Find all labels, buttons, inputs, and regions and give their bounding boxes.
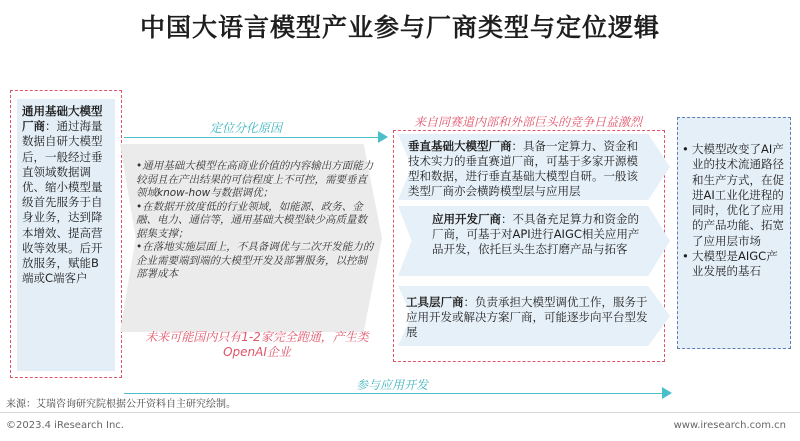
copyright: ©2023.4 iResearch Inc. <box>6 420 124 431</box>
positioning-arrow-head-icon <box>378 131 388 143</box>
reasons-text <box>136 160 374 282</box>
participate-arrow-line <box>124 393 664 394</box>
page-title: 中国大语言模型产业参与厂商类型与定位逻辑 <box>139 13 660 42</box>
general-model-vendor-box <box>10 90 122 378</box>
vendor-name: 应用开发厂商 <box>432 212 501 226</box>
competition-label: 来自同赛道内部和外部巨头的竞争日益激烈 <box>414 115 643 129</box>
foundation-summary-text <box>682 142 786 280</box>
reason-item: •通用基础大模型在高商业价值的内容输出方面能力较弱且在产出结果的可信程度上不可控，需要垂直领域know-how与数据调优； <box>136 160 374 199</box>
positioning-arrow-line <box>124 137 380 138</box>
participate-app-dev-label: 参与应用开发 <box>356 378 429 392</box>
general-model-vendor-body: ：通过海量数据自研大模型后，一般经过垂直领域数据调优、缩小模型量级首先服务于自身业务，达到降本增效、提高营收等效果。后开放服务，赋能B端或C端客户 <box>22 119 103 286</box>
bullet-icon: • <box>682 249 689 264</box>
website-url: www.iresearch.com.cn <box>673 420 786 431</box>
footer-divider <box>0 412 800 413</box>
summary-item-text: 大模型是AIGC产业发展的基石 <box>692 249 778 279</box>
vendor-name: 垂直基础大模型厂商 <box>408 139 512 153</box>
foundation-summary-box <box>677 117 791 349</box>
general-model-vendor-text <box>22 104 110 286</box>
general-model-vendor-heading: 通用基础大模型厂商 <box>22 104 103 134</box>
tool-layer-vendor-text <box>406 295 654 340</box>
general-model-vendor-panel <box>17 99 115 371</box>
summary-item <box>682 249 786 280</box>
app-developer-vendor-text <box>432 212 650 257</box>
future-label: 未来可能国内只有1-2家完全跑通，产生类OpenAI企业 <box>145 330 369 359</box>
summary-item <box>682 142 786 249</box>
vendor-desc: ：具备一定算力、资金和技术实力的垂直赛道厂商，可基于多家开源模型和数据，进行垂直基础大模型自研。一般该类型厂商亦会横跨模型层与应用层 <box>408 139 638 198</box>
summary-item-text: 大模型改变了AI产业的技术流通路径和生产方式，在促进AI工业化进程的同时，优化了应用的产品功能、拓宽了应用层市场 <box>692 142 784 248</box>
vendor-name: 工具层厂商 <box>406 295 464 309</box>
vendor-desc: ：负责承担大模型调优工作，服务于应用开发或解决方案厂商，可能逐步向平台型发展 <box>406 295 648 339</box>
participate-arrow-head-icon <box>662 387 672 399</box>
vendor-desc: ：不具备充足算力和资金的厂商，可基于对API进行AIGC相关应用产品开发，依托巨头生态打磨产品与拓客 <box>432 212 640 256</box>
reason-item: •在落地实施层面上，不具备调优与二次开发能力的企业需要端到端的大模型开发及部署服务，以控制部署成本 <box>136 241 374 280</box>
reason-item: •在数据开放度低的行业领域，如能源、政务、金融、电力、通信等，通用基础大模型缺少高质量数据集支撑； <box>136 200 367 240</box>
positioning-reason-label: 定位分化原因 <box>210 121 283 135</box>
bullet-icon: • <box>682 142 689 156</box>
vertical-model-vendor-text <box>408 139 648 199</box>
source-note: 来源：艾瑞咨询研究院根据公开资料自主研究绘制。 <box>6 399 236 410</box>
